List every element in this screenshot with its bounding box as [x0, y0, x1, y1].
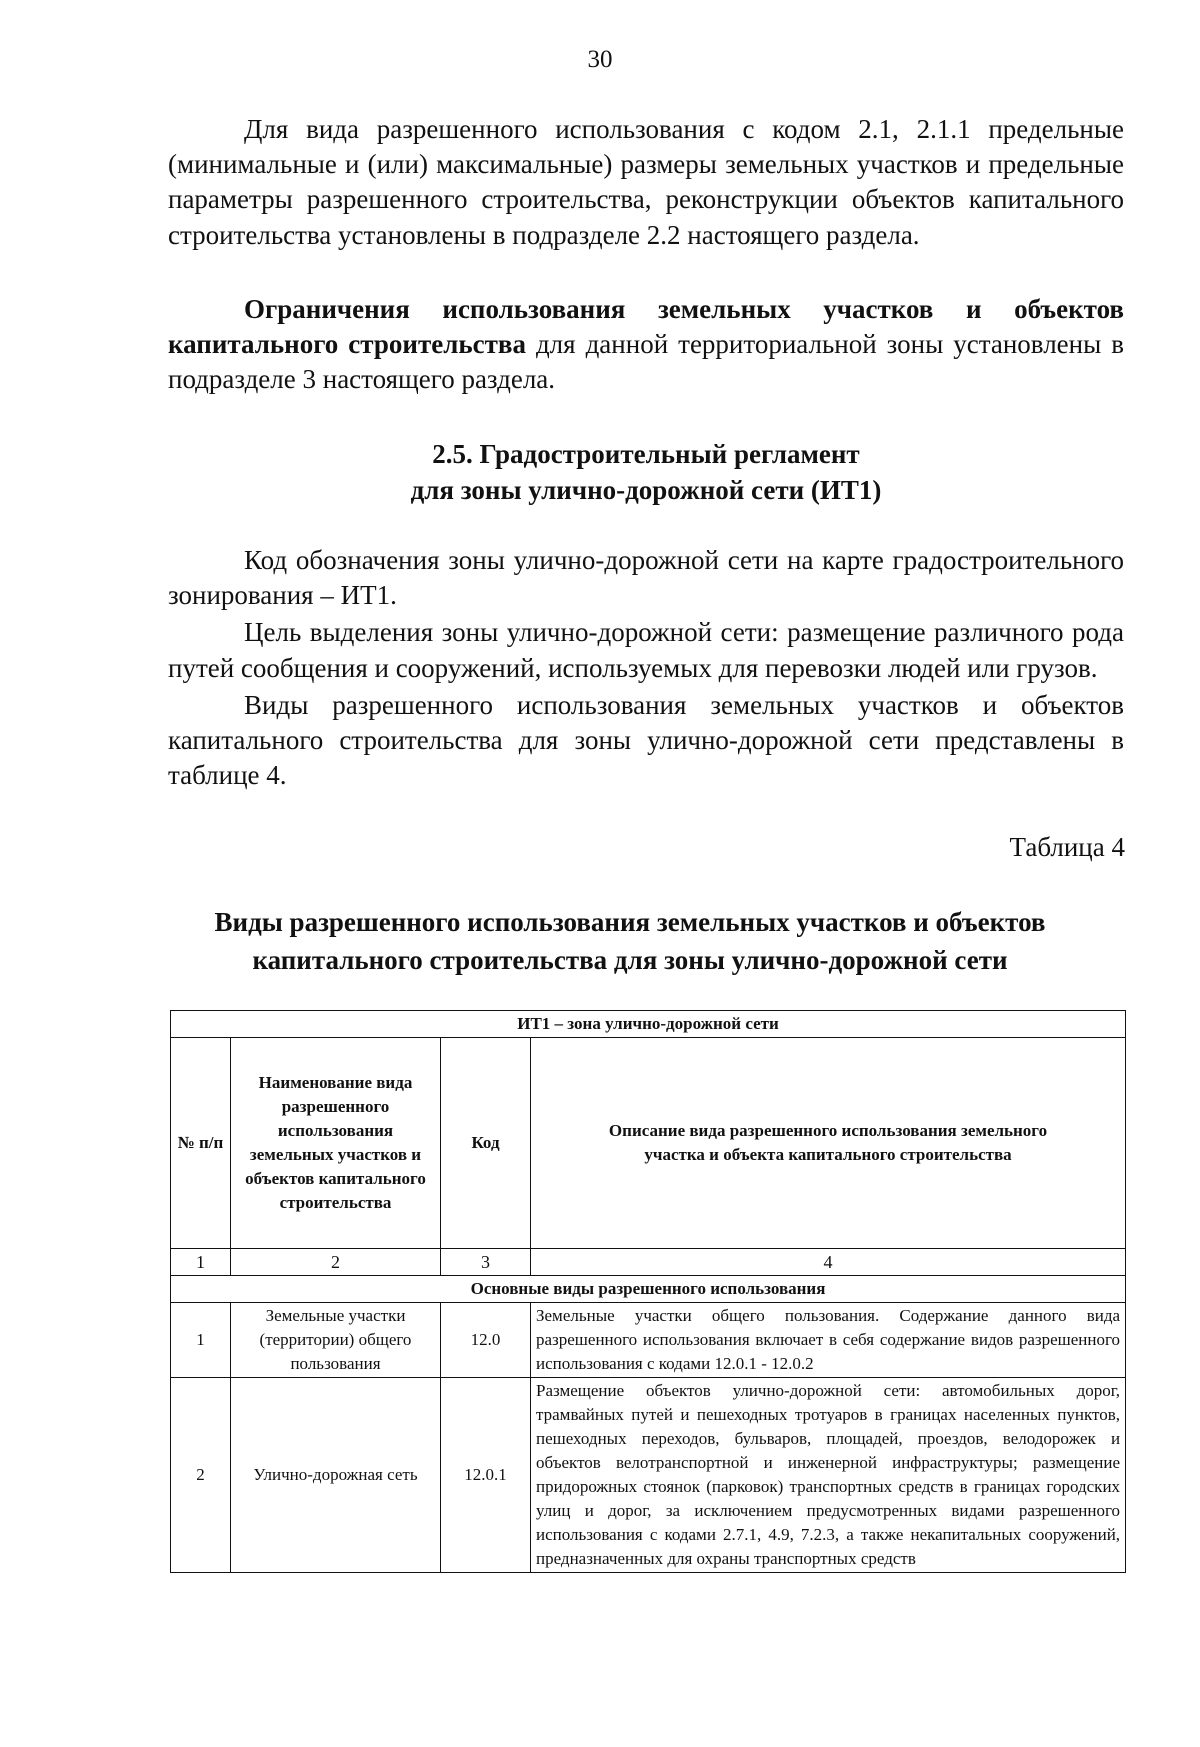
- table-row: [171, 1378, 1126, 1573]
- zone-description-block: [168, 543, 1124, 793]
- section-heading-line-1: 2.5. Градостроительный регламент: [432, 439, 860, 469]
- row-use-name: Земельные участки (территории) общего пользования: [231, 1303, 441, 1378]
- table-label: Таблица 4: [1009, 832, 1125, 862]
- table-title-line-2: капитального строительства для зоны улично-дорожной сети: [252, 945, 1008, 975]
- row-code: 12.0: [441, 1303, 531, 1378]
- row-use-name: Улично-дорожная сеть: [231, 1378, 441, 1573]
- table-row: [171, 1303, 1126, 1378]
- permitted-uses-table: [170, 1010, 1126, 1573]
- table-title-line-1: Виды разрешенного использования земельных участков и объектов: [214, 907, 1046, 937]
- table-section-row: [171, 1276, 1126, 1303]
- section-heading-line-2: для зоны улично-дорожной сети (ИТ1): [410, 475, 882, 505]
- row-number: 2: [171, 1378, 231, 1573]
- restrictions-text: для данной территориальной зоны установлены в подразделе 3 настоящего раздела.: [168, 329, 1124, 395]
- table-section-title: Основные виды разрешенного использования: [171, 1276, 1126, 1303]
- restrictions-paragraph: [168, 292, 1124, 398]
- row-number: 1: [171, 1303, 231, 1378]
- column-header-num: № п/п: [171, 1038, 231, 1249]
- column-number: 2: [231, 1249, 441, 1276]
- table-zone-header: ИТ1 – зона улично-дорожной сети: [171, 1011, 1126, 1038]
- intro-paragraph-block: [168, 112, 1124, 253]
- table-zone-header-row: [171, 1011, 1126, 1038]
- row-description: Размещение объектов улично-дорожной сети: автомобильных дорог, трамвайных путей и пешеходных тротуаров в границах населенных пунктов, пешеходных переходов, бульваров, площадей, проездов, велодорожек и объектов велотранспортной и инженерной инфраструктуры; размещение придорожных стоянок (парковок) транспортных средств в границах городских улиц и дорог, за исключением предусмотренных видами разрешенного использования с кодами 2.7.1, 4.9, 7.2.3, а также некапитальных сооружений, предназначенных для охраны транспортных средств: [531, 1378, 1126, 1573]
- row-code: 12.0.1: [441, 1378, 531, 1573]
- intro-paragraph: Для вида разрешенного использования с кодом 2.1, 2.1.1 предельные (минимальные и (или) максимальные) размеры земельных участков и предельные параметры разрешенного строительства, реконструкции объектов капитального строительства установлены в подразделе 2.2 настоящего раздела.: [168, 114, 1124, 250]
- column-header-name: Наименование вида разрешенного использования земельных участков и объектов капитального строительства: [231, 1038, 441, 1249]
- column-header-code: Код: [441, 1038, 531, 1249]
- column-number: 4: [531, 1249, 1126, 1276]
- column-number: 3: [441, 1249, 531, 1276]
- row-description: Земельные участки общего пользования. Содержание данного вида разрешенного использования включает в себя содержание видов разрешенного использования с кодами 12.0.1 - 12.0.2: [531, 1303, 1126, 1378]
- column-header-description: Описание вида разрешенного использования земельного участка и объекта капитального строительства: [531, 1038, 1126, 1249]
- restrictions-bold-text: Ограничения использования земельных участков и объектов капитального строительства: [168, 294, 1124, 360]
- table-header-row: [171, 1038, 1126, 1249]
- column-number: 1: [171, 1249, 231, 1276]
- section-heading: [168, 436, 1124, 508]
- zone-uses-paragraph: Виды разрешенного использования земельных участков и объектов капитального строительства для зоны улично-дорожной сети представлены в таблице 4.: [168, 689, 1124, 791]
- zone-purpose-paragraph: Цель выделения зоны улично-дорожной сети: размещение различного рода путей сообщения и сооружений, используемых для перевозки людей или грузов.: [168, 617, 1124, 683]
- page-number: 30: [587, 46, 613, 73]
- zone-code-paragraph: Код обозначения зоны улично-дорожной сети на карте градостроительного зонирования – ИТ1.: [168, 545, 1124, 611]
- table-column-numbers-row: [171, 1249, 1126, 1276]
- table-title: [130, 903, 1130, 979]
- restrictions-paragraph-block: [168, 292, 1124, 398]
